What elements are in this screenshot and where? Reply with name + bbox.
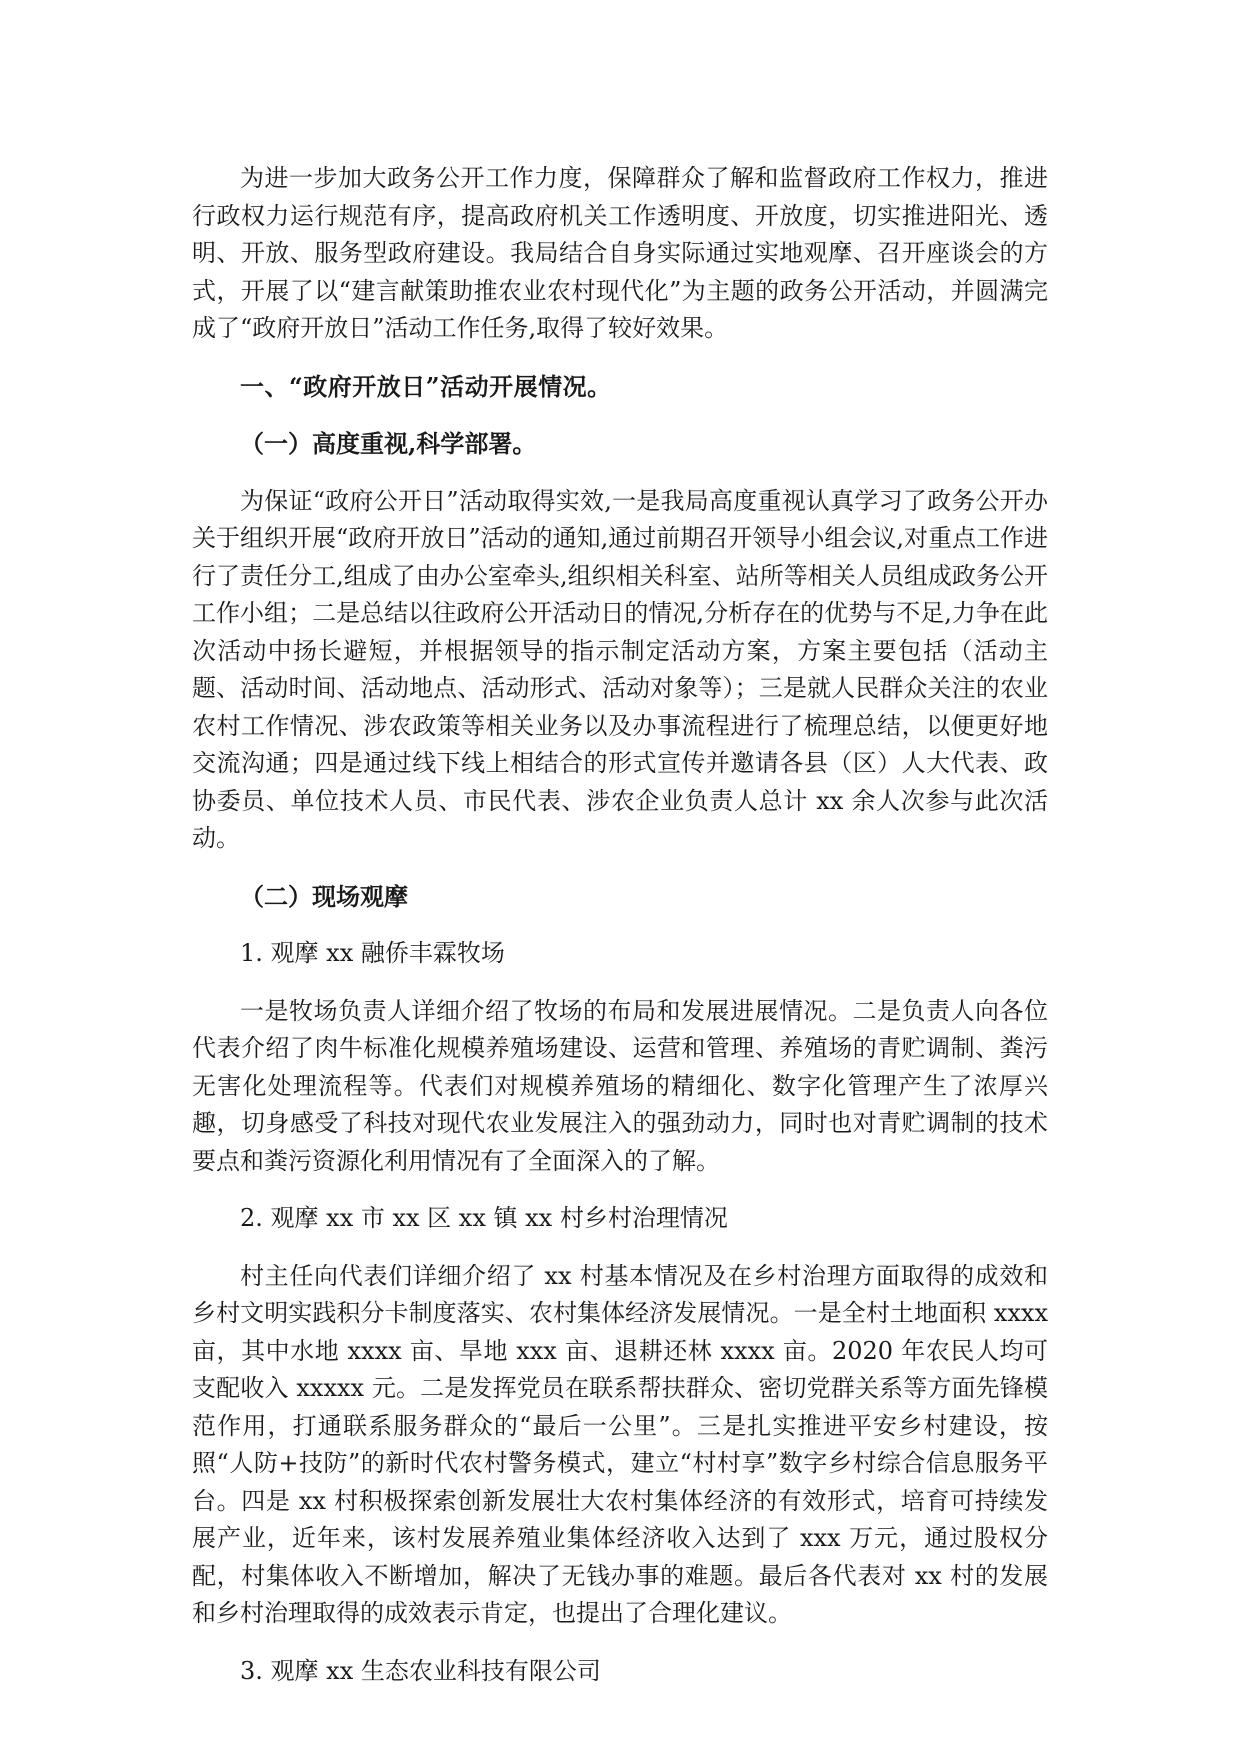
item-1-body: 一是牧场负责人详细介绍了牧场的布局和发展进展情况。二是负责人向各位代表介绍了肉牛标准化规模养殖场建设、运营和管理、养殖场的青贮调制、粪污无害化处理流程等。代表们对规模养殖场的精细化、数字化管理产生了浓厚兴趣，切身感受了科技对现代农业发展注入的强劲动力，同时也对青贮调制的技术要点和粪污资源化利用情况有了全面深入的了解。 — [192, 996, 1048, 1175]
item-3-title: 3. 观摩 xx 生态农业科技有限公司 — [240, 1656, 601, 1685]
subsection-1-body: 为保证“政府公开日”活动取得实效,一是我局高度重视认真学习了政务公开办关于组织开展“政府开放日”活动的通知,通过前期召开领导小组会议,对重点工作进行了责任分工,组成了由办公室牵头,组织相关科室、站所等相关人员组成政务公开工作小组；二是总结以往政府公开活动日的情况,分析存在的优势与不足,力争在此次活动中扬长避短，并根据领导的指示制定活动方案，方案主要包括（活动主题、活动时间、活动地点、活动形式、活动对象等）；三是就人民群众关注的农业农村工作情况、涉农政策等相关业务以及办事流程进行了梳理总结，以便更好地交流沟通；四是通过线下线上相结合的形式宣传并邀请各县（区）人大代表、政协委员、单位技术人员、市民代表、涉农企业负责人总计 xx 余人次参与此次活动。 — [192, 486, 1048, 852]
subsection-heading-2: （二）现场观摩 — [240, 881, 408, 911]
intro-paragraph: 为进一步加大政务公开工作力度，保障群众了解和监督政府工作权力，推进行政权力运行规范有序，提高政府机关工作透明度、开放度，切实推进阳光、透明、开放、服务型政府建设。我局结合自身实际通过实地观摩、召开座谈会的方式，开展了以“建言献策助推农业农村现代化”为主题的政务公开活动，并圆满完成了“政府开放日”活动工作任务,取得了较好效果。 — [192, 164, 1048, 342]
item-1-title: 1. 观摩 xx 融侨丰霖牧场 — [240, 939, 505, 967]
subsection-heading-1: （一）高度重视,科学部署。 — [240, 429, 537, 458]
item-2-body: 村主任向代表们详细介绍了 xx 村基本情况及在乡村治理方面取得的成效和乡村文明实践积分卡制度落实、农村集体经济发展情况。一是全村土地面积 xxxx 亩，其中水地 xxxx 亩、旱地 xxx 亩、退耕还林 xxxx 亩。2020 年农民人均可支配收入 xxxxx 元。二是发挥党员在联系帮扶群众、密切党群关系等方面先锋模范作用，打通联系服务群众的“最后一公里”。三是扎实推进平安乡村建设，按照“人防+技防”的新时代农村警务模式，建立“村村享”数字乡村综合信息服务平台。四是 xx 村积极探索创新发展壮大农村集体经济的有效形式，培育可持续发展产业，近年来，该村发展养殖业集体经济收入达到了 xxx 万元，通过股权分配，村集体收入不断增加，解决了无钱办事的难题。最后各代表对 xx 村的发展和乡村治理取得的成效表示肯定，也提出了合理化建议。 — [192, 1261, 1048, 1627]
item-2-title: 2. 观摩 xx 市 xx 区 xx 镇 xx 村乡村治理情况 — [240, 1204, 728, 1232]
section-heading-1: 一、“政府开放日”活动开展情况。 — [240, 371, 612, 401]
